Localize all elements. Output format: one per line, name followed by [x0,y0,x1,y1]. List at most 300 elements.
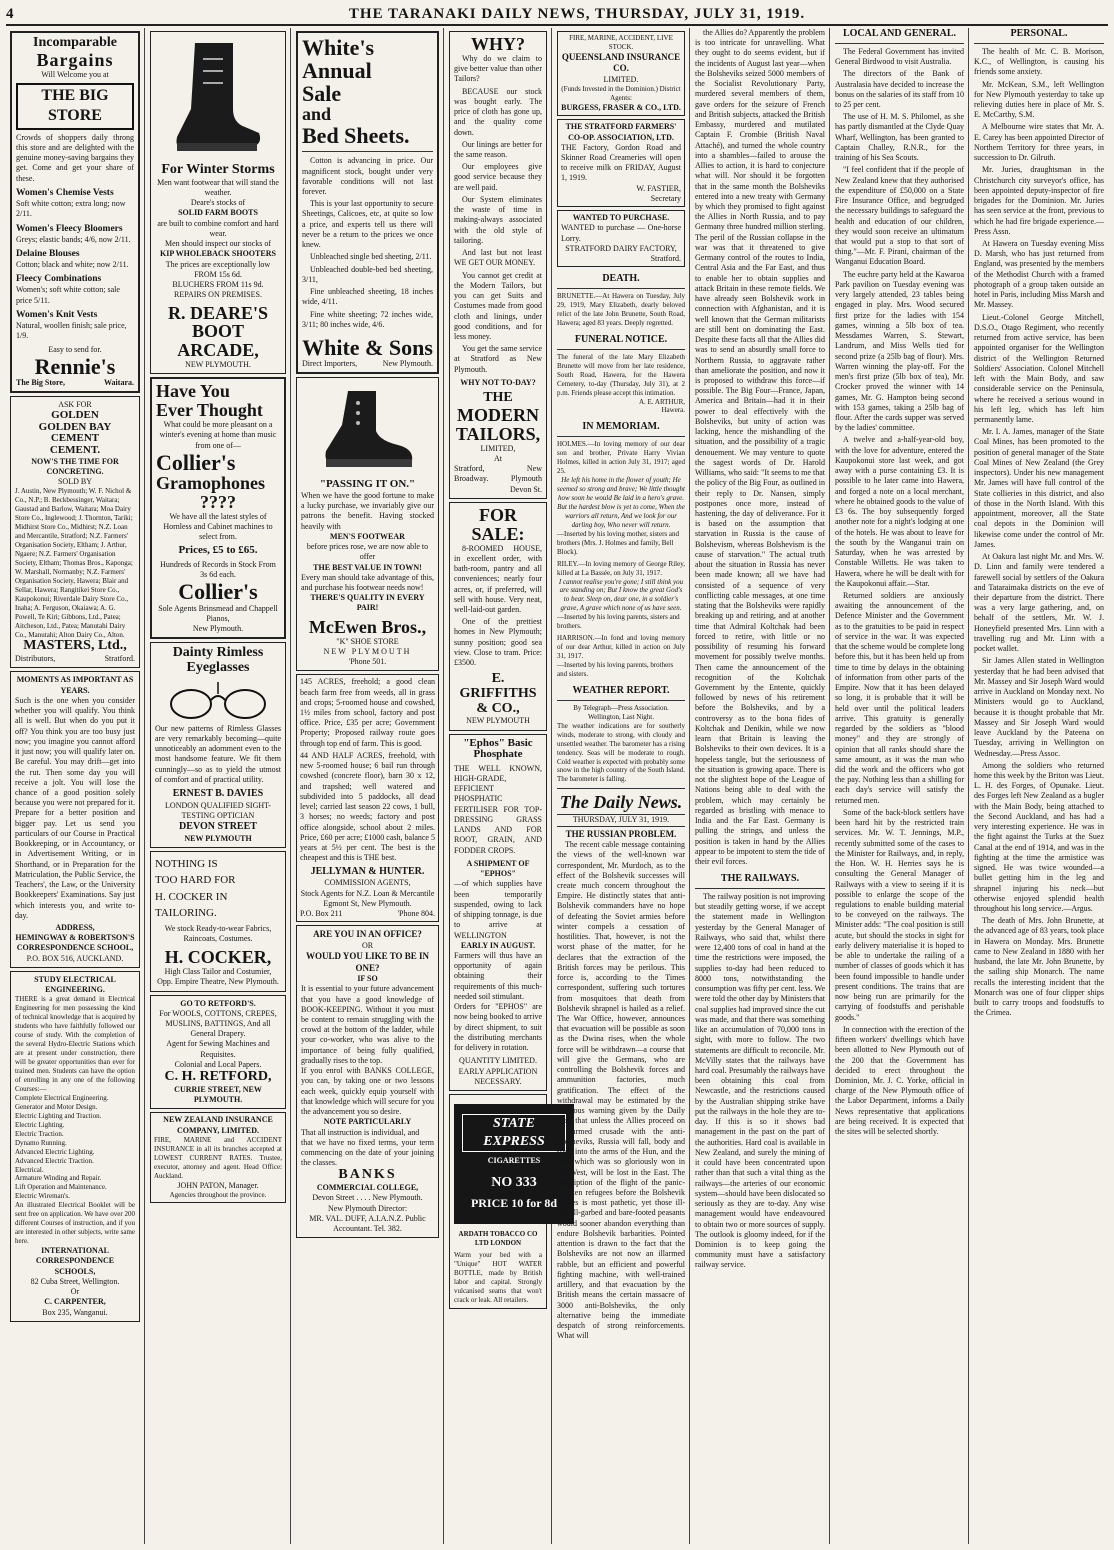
advert-headline: Bargains [36,49,114,70]
notice-signature: STRATFORD DAIRY FACTORY, [565,243,677,253]
advert-body: Why do we claim to give better value than other Tailors? [454,53,542,84]
advert-text: Box 235, Wanganui. [42,1307,108,1317]
advert-body: Warm your bed with a "Unique" HOT WATER BOTTLE, made by British labor and capital. Strongly vulcanised seams that won't crack or leak. All retailers. [454,1250,542,1304]
course-item: Electric Wireman's. [15,1192,70,1201]
modern-tailors-brand: THE [483,390,513,406]
column-rule [829,28,830,1544]
notice-signature: Hawera. [661,406,685,415]
modern-tailors-brand: MODERN [457,404,539,425]
news-paragraph: Mr. Juries, draughtsman in the Christchurch city surveyor's office, has been appointed deputy-inspector of fire brigades for the Dominion. Mr. Juries has seen service at the front, previous to which he had fire brigade experience.—Press Assn. [974,165,1104,236]
product-desc: Cotton; black and white; now 2/11. [16,260,129,270]
advert-footer [16,378,134,388]
state-express-advert [449,1094,558,1309]
advert-body: BECAUSE our stock was bought early. The price of cloth has gone up, and the quality come down. [454,86,542,137]
advert-text: BURGESS, FRASER & CO., LTD. [561,103,681,113]
advert-headline: and [302,104,332,125]
advert-text: For WOOLS, COTTONS, CREPES, MUSLINS, BATTINGS, And all General Drapery. [159,1008,277,1039]
advert-text: INTERNATIONAL CORRESPONDENCE SCHOOLS, [35,1246,115,1276]
course-item: Electric Lighting and Traction. [15,1111,102,1120]
advert-price: PRICE 10 for 8d [470,1196,558,1210]
product-name: Fleecy Combinations [16,274,102,285]
footer-left: The Big Store, [16,377,65,387]
advert-body: You get the same service at Stratford as New Plymouth. [454,344,542,374]
advert-text: NO 333 [491,1175,537,1191]
deare-advert [150,31,286,374]
advert-body: FIRE, MARINE and ACCIDENT INSURANCE in all its branches accepted at LOWEST CURRENT RATES. Trustee, executor, attorney and agent. Head Office: Auckland. [154,1135,282,1180]
queensland-insurance-advert [557,31,685,116]
advert-text: JOHN PATON, Manager. [177,1180,259,1190]
course-list [15,1094,135,1201]
advert-headline: ???? [200,491,236,512]
eyeglasses-icon [163,680,273,720]
personal-heading: PERSONAL. [974,28,1104,44]
advert-text: 'Phone 501. [348,657,387,667]
column-rule [144,28,145,1544]
advert-text: New Plymouth Director: [327,1203,408,1213]
advert-text: (Funds Invested in the Dominion.) District Agents: [561,85,681,103]
advert-body: THE WELL KNOWN, HIGH-GRADE, EFFICIENT PHOSPHATIC FERTILISER FOR TOP-DRESSING GRASS LANDS AND FOR ROOT, GRAIN, AND FODDER CROPS. [454,763,542,855]
advert-headline: "PASSING IT ON." [319,478,416,491]
advert-text: FIRE, MARINE, ACCIDENT, LIVE STOCK. [569,34,673,51]
advert-headline: TAILORING. [155,906,217,919]
ephos-advert [449,734,547,1091]
editorial-body: The recent cable message containing the views of the well-known war correspondent, Mr. Murdoch, as to the effect of the Bolshevik successes will create much concern throughout the Empire. He distinctly states that anti-Bolshevik commanders have no hope of defeating the Soviet armies before winter compels a cessation of hostilities. That, however, is not the worst phase of the matter, for he declares that the extraction of the British forces may be perilous. This force is, according to the Times correspondent, suffering such tortures from mosquitoes that death from Bolshevik shrapnel is hailed as a relief. The War Office, however, announces that evacuation will be possible as soon as the Dwina rises, when the whole force will be withdrawn—a course that will give the Germans, who are controlling the Bolshevik forces and ammunition factories, much gratification. The effect of the withdrawal may be estimated by the ominous warning given by the Daily Mail that unless the Allies proceed on an armed crusade with the anti-Bolsheviks, Russia will fall, body and soul, into the arms of the Hun, and the war, which was so gloriously won in the West, will be lost in the East. The description of the flight of the panic-stricken refugees before the Bolshevik armies is most pathetic, yet those ill-fed, ill-garbed and bare-footed peasants would sooner abandon everything than endure Bolshevik barbarities. Pointed attention is drawn to the fact that the Bolsheviks are not now an illarmed rabble, but an efficient and powerful fighting machine, with well-trained artillery, and that evacuation by the British means the certain massacre of 3000 anti-Bolsheviks, the only alternative being the immediate despatch of strong reinforcements. What will [557,840,685,1341]
advert-text: NEW PLYMOUTH [466,716,530,726]
deare-brand: BOOT [191,321,244,342]
advert-headline: TOO HARD FOR [155,874,236,887]
advert-text: CIGARETTES [487,1155,541,1165]
advert-headline: ARE YOU IN AN OFFICE? [313,929,422,940]
wanted-notice [557,210,685,267]
advert-text: P.O. BOX 516, AUCKLAND. [26,953,124,963]
news-paragraph: Returned soldiers are anxiously awaiting the announcement of the Defence Minister and the Government as to the gratuities to be paid in respect of service in the war. It was expected that the scheme would be complete long before this, but it has been held up from time to time by delays in the obtaining of information from other parts of the Empire. Now that it has been delayed so long, it is probable that it will be held over until the political leaders arrive. This gratuity is generally regarded by the soldiers as "blood money" and they are strongly of opinion that all ranks should share the same amount, as it was the man who did the work and the officers who got the pay. Nothing less than a shilling for each day's service will satisfy the returned men. [835,590,964,805]
advert-headline: Incomparable [33,35,117,50]
memoriam-entry: HOLMES.—In loving memory of our dear son and brother, Private Harry Vivian Holmes, killed in action July 31, 1917; aged 25. [557,440,685,476]
jellyman-brand: JELLYMAN & HUNTER. [310,865,425,877]
advert-text: ASK FOR [58,400,92,410]
advert-text: Men want footwear that will stand the weather. [157,177,279,197]
advert-text: Crowds of shoppers daily throng this store and are delighted with the genuine money-saving bargains they get. Come and get your share of these. [16,132,134,183]
column-1 [6,28,144,1544]
news-paragraph: Mr. McKean, S.M., left Wellington for New Plymouth yesterday to take up relieving duties here in place of Mr. S. E. McCarthy, S.M. [974,79,1104,120]
advert-text: SOLD BY [57,477,92,487]
news-paragraph: Lieut.-Colonel George Mitchell, D.S.O., Otago Regiment, who recently returned from active service, has been appointed organiser for the Wellington district of the Wellington Returned Soldiers' Association. Colonel Mitchell left with the Main Body, and saw considerable service on the Peninsula, where he received a serious wound in his left leg, which has left him permanently lame. [974,312,1104,424]
modern-tailors-advert [449,31,547,499]
advert-headline: Bed Sheets. [302,123,410,149]
white-sons-brand: White & Sons [302,335,433,361]
product-name: Women's Chemise Vests [16,187,114,198]
news-paragraph: The euchre party held at the Kawaroa Park pavilion on Tuesday evening was very largely attended, 23 tables being engaged in play. Mrs. Wood secured first prize for the ladies with 154 games, winning a 5lb box of tea. Messdames Warren, S. Stewart, Landrum, and Miss Wells tied for second prize (a 25lb bag of flour). Mrs. Warren winning the play-off. For the men's first prize (5lb box of tea), Mr. Crocker proved the winner with 14 games, Mr. G. Hampton being second with 153 games, taking a 25lb bag of flour. After the cards supper was served by the ladies' committee. [835,269,964,433]
retford-advert [150,995,286,1110]
advert-text: EARLY IN AUGUST. [460,940,536,950]
advert-text: Opp. Empire Theatre, New Plymouth. [157,977,279,987]
news-paragraph: Sir James Allen stated in Wellington yesterday that he had been advised that Mr. Massey and Sir Joseph Ward would arrive in Auckland on Monday next. No Ministers would go to Auckland, because it is thought probable that Mr. Massey and Sir Joseph Ward would leave Auckland by the Pateena on Tuesday, arriving in Wellington on Wednesday.—Press Assoc. [974,656,1104,758]
masters-brand: MASTERS, Ltd., [23,638,127,654]
cement-advert [10,396,140,668]
advert-text: Colonial and Local Papers. [174,1059,262,1069]
memoriam-entry: —Inserted by his loving parents, sisters and brothers. [557,613,680,631]
advert-text: Devon Street . . . . New Plymouth. [312,1193,423,1203]
memoriam-heading: IN MEMORIAM. [557,421,685,437]
advert-text: SOLID FARM BOOTS [178,208,258,218]
advert-text: Men should inspect our stocks of [165,239,271,249]
farmers-coop-notice [557,119,685,207]
advert-text: Agent for Sewing Machines and Requisites. [166,1039,270,1059]
product-item [16,223,134,245]
notice-head: THE STRATFORD FARMERS' CO-OP. ASSOCIATION, LTD. [565,122,677,142]
advert-headline: Eyeglasses [186,659,250,675]
product-item [16,187,134,220]
advert-headline: WOULD YOU LIKE TO BE IN ONE? [305,951,430,973]
advert-text: MR. VAL. DUFF, A.I.A.N.Z. Public Accountant. Tel. 382. [309,1213,426,1234]
advert-body: One of the prettiest homes in New Plymouth; sunny position; good sea view. Close to tram. Price: £3500. [454,617,542,668]
footer-right: Waitara. [104,377,134,387]
advert-headline: CEMENT. [49,444,101,457]
notice-head: WANTED TO PURCHASE. [572,213,670,223]
advert-headline: STUDY ELECTRICAL ENGINEERING. [34,974,116,995]
retford-brand: C. H. RETFORD, [164,1069,272,1085]
product-desc: Soft white cotton; extra long; now 2/11. [16,199,126,219]
eyeglasses-advert [150,642,286,848]
news-paragraph: The use of H. M. S. Philomel, as she has partly dismantled at the Clyde Quay Wharf, Wellington, has been granted to Captain Challey, R.N.R., for the training of his Sea Scouts. [835,112,964,163]
advert-body: You cannot get credit at the Modern Tailors, but you can get Suits and Costumes made from good cloth and linings, under good conditions, and for less money. [454,270,542,341]
column-3 [292,28,443,1544]
death-notice: BRUNETTE.—At Hawera on Tuesday, July 29, 1919, Mary Elizabeth, dearly beloved relict of the late John Brunette, South Road, Hawera; aged 83 years. Deeply regretted. [557,292,685,328]
news-paragraph: A Melbourne wire states that Mr. A. E. Carey has been appointed Director of Northern Territory for three years, in succession to Dr. Gilruth. [974,122,1104,163]
advert-headline: FOR SALE: [471,504,525,544]
deare-brand: R. DEARE'S [167,302,269,323]
advert-body: Such is the one when you consider whether you will qualify. You think all is well. But when do you put it off? You think you are too busy just now; you imagine you cannot afford it just now; you will qualify later on. Be careful. You may drift—get into the rut. Then some day you will receive a jolt. You will lose the chance of a good position solely because you were not prepared for it. Prepare for a better position and bigger pay. Let us send you particulars of our Course in Practical Bookkeeping, or in Accountancy, or in Advertisement Writing, or in Shorthand, or in Preparation for the Matriculation, the Public Service, the Teachers', the Law, or the University Bookkeepers' Examinations. Say just which interests you, and write to-day. [15,695,135,920]
colliers-advert [150,377,286,639]
news-paragraph: In connection with the erection of the fifteen workers' dwellings which have been allotted to New Plymouth out of the 200 that the Government has decided to erect throughout the Dominion, Mr. J. C. Yorke, official in charge of the New Plymouth office of the Labor Department, informs a Daily News representative that applications are being received. It is expected that the sites will be selected shortly. [835,1024,964,1137]
notice-signature: A. E. ARTHUR, [638,397,685,406]
advert-footer [454,464,542,495]
advert-footer [300,909,435,919]
course-item: Armature Winding and Repair. [15,1174,102,1183]
advert-text: IF SO [357,974,378,984]
course-item: Generator and Motor Design. [15,1102,98,1111]
notice-signature: W. FASTIER, [636,183,681,193]
advert-body: THERE is a great demand in Electrical Engineering for men possessing the kind of technical knowledge that is acquired by students who have faithfully followed our course of study. With the completion of the several Hydro-Electric Stations which are at present under construction, there will be greater opportunities than ever for trained men. Students can have the option of enrolling in any one of the following Courses:— [15,995,135,1093]
memoriam-entry: —Inserted by his loving mother, sisters and brothers (Mrs. J. Holmes and family, Bell Block). [557,529,680,556]
optician-name: ERNEST B. DAVIES [172,788,264,800]
griffiths-brand: E. GRIFFITHS & CO., [459,671,537,716]
news-paragraph: The directors of the Bank of Australasia have decided to increase the bonus on the salaries of its staff from 10 to 25 per cent. [835,69,964,109]
footer-right: New Plymouth Devon St. [510,464,542,494]
product-desc: Women's; soft white cotton; sale price 5/11. [16,285,120,305]
cocker-advert [150,851,286,991]
news-paragraph: A twelve and a-half-year-old boy, with the love for adventure, entered the Kaupokonui store last week, and got away with a purse containing £3. It is possible to he later came into Hawera, and forged a note on a local merchant, where he obtained goods to the value of £3 6s. The boy subsequently forged another note for a night's lodging at one of the hotels. He was about to leave for the south by the Wanganui train on Saturday, when he was arrested by Constable Willetts. He was taken to Hawera, where he will be dealt with for the Kaupokonui affair.—Star. [835,435,964,588]
column-7 [831,28,968,1544]
advert-body: Unbleached double-bed bed sheeting, 3/11, [302,264,433,284]
cocker-brand: H. COCKER, [164,947,272,968]
advert-body: Our new patterns of Rimless Glasses are very remarkably becoming—quite unnoticeably an adornment even to the most handsome feature. We fit them cunningly—so as to yield the utmost of comfort and of practical utility. [155,723,281,784]
advert-text: ADDRESS, [55,923,95,933]
railways-body: The railway position is not improving but steadily getting worse, if we accept the statement made in Wellington yesterday by the General Manager of Railways, who said that, whilst there were 12,400 tons of coal in hand at the time the restrictions were imposed, the supplies to-day had been reduced to 8000 tons, notwithstanding the consumption was fifty per cent. less. We were told the other day by Ministers that coal supplies had improved since the cut was made, and that there was something like an accumulation of 70,000 tons in sight, with more to follow. The two statements are difficult to reconcile. Mr. McVilly states that the railways have hard coal. Presumably the railways have been obtaining this coal from Newcastle, and the restrictions caused by the Australian shipping strike have put the railways in the hole they are to-day. If this is so it shows bad management in the past on the part of the authorities. Hard coal is available in New Zealand, and surely the mining of it could have been concentrated upon rather than that such a vital thing as the railways—the arteries of our economic system—should have been dislocated so seriously as they are to-day. Any wise management would have endeavoured to obtain two or more sources of supply. The outlook is gloomy indeed, for if the Dominion is to keep going the community must have a satisfactory railway service. [695,892,825,1270]
advert-body: 145 ACRES, freehold; a good clean beach farm free from weeds, all in grass and crops; 5-roomed house and cowshed, 1½ miles from school, factory and post office. Price, £35 per acre; Government Property; Proposed railway route goes through top end of farm. This is good. [300,677,435,748]
news-paragraph: Mr. I. A. James, manager of the State Coal Mines, has been promoted to the position of general manager of the State Coal Mines of New Zealand (the Grey inspectors). Under his new management Mr. James will have full control of the State collieries in this district, and also of those in the North Island. With this appointment, moreover, all the State coal depots in the Dominion will likewise come under the control of Mr. James. [974,427,1104,549]
banks-college-advert [296,925,439,1238]
advert-headline: Sale [302,81,342,107]
column-rule [551,28,552,1544]
advert-text: COMMISSION AGENTS, [324,878,411,888]
advert-headline: NOTHING IS [155,858,218,871]
course-item: Electrical. [15,1165,44,1174]
advert-text: 82 Cuba Street, Wellington. [30,1276,120,1286]
advert-headline: H. COCKER IN [155,890,228,903]
advert-text: NEW PLYMOUTH [323,646,412,656]
memoriam-entry: RILEY.—In loving memory of George Riley, killed at La Bassée, on July 31, 1917. [557,559,685,577]
footer-left: Distributors, [15,654,56,664]
funeral-heading: FUNERAL NOTICE. [557,334,685,350]
whites-sale-advert [296,31,439,374]
advert-headline: "Ephos" Basic [463,736,533,749]
advert-text: LIMITED. [603,74,639,84]
advert-body: Fine white sheeting; 72 inches wide, 3/11; 80 inches wide, 4/6. [302,309,433,329]
advert-body: If you enrol with BANKS COLLEGE, you can, by taking one or two lessons each week, quickly equip yourself with that knowledge which will secure for you the advancement you so desire. [301,1066,434,1117]
moments-advert [10,671,140,968]
advert-headline: Ever Thought [156,400,263,421]
advert-text: MEN'S FOOTWEAR [330,531,405,541]
advert-body: that we have no fixed terms, your term commencing on the date of your joining the classes. [301,1137,434,1168]
nz-insurance-advert [150,1112,286,1202]
advert-headline: NEW ZEALAND INSURANCE COMPANY, LIMITED. [163,1115,273,1135]
advert-headline: Have You [156,381,230,402]
advert-text: Deare's stocks of [190,198,246,208]
page-number: 4 [6,5,15,22]
product-item [16,273,134,306]
electrical-advert [10,971,140,1322]
advert-headline: MOMENTS AS IMPORTANT AS YEARS. [16,675,134,695]
advert-text: Sole Agents Brinsmead and Chappell Pianos, [158,603,278,623]
advert-body: When we have the good fortune to make a lucky purchase, we invariably give our patrons the benefit. Having stocked heavily with [301,490,434,531]
land-advert [296,674,439,922]
advert-text: Hundreds of Records in Stock From 3s 6d each. [160,560,276,580]
advert-body: Our linings are better for the same reason. [454,139,542,159]
course-item: Electric Traction. [15,1129,64,1138]
advert-text: We have all the latest styles of Hornless and Cabinet machines to select from. [163,511,273,542]
editorial-date: THURSDAY, JULY 31, 1919. [557,814,685,826]
advert-body: Every man should take advantage of this, and purchase his footwear needs now! [301,572,434,592]
advert-body: And last but not least WE GET OUR MONEY. [454,248,542,268]
column-rule [443,28,444,1544]
column-2 [146,28,290,1544]
news-paragraph: The death of Mrs. John Brunette, at the advanced age of 83 years, took place in Hawera on Monday. Mrs. Brunette came to New Zealand in 1880 with her husband, the late Mr. John Brunette, by the sailing ship Monarch. The name recalls the interesting incident that the Monarch was one of four clipper ships built to carry troops and foodstuffs to the Crimea. [974,916,1104,1018]
weather-heading: WEATHER REPORT. [557,685,685,701]
memoriam-entry: HARRISON.—In fond and loving memory of our dear Arthur, killed in action on July 31, 1917. [557,634,685,661]
advert-body: Unbleached single bed sheeting, 2/11. [310,252,432,262]
local-general-heading: LOCAL AND GENERAL. [835,28,964,44]
advert-body: That all instruction is individual, and [301,1127,420,1137]
masthead [6,4,1108,26]
advert-text: NOTE PARTICULARLY [323,1117,412,1127]
memoriam-verse: I cannot realise you're gone; I still think you are standing on; But I know the great God's to bear. Sleep on, dear one, in a soldier's grave, A grave which none of us have seen. [558,577,684,613]
banks-brand: BANKS [338,1167,397,1183]
footer-right: 'Phone 804. [397,909,435,919]
colliers-brand: Collier's [156,449,236,475]
news-paragraph: At Oakura last night Mr. and Mrs. W. D. Linn and family were tendered a farewell social by settlers of the Oakura and Tataraimaka districts on the eve of their departure from the district. There was a very large gathering, and, on behalf of the settlers, Mr. W. J. Honeyfield presented Mrs. Linn with a travelling rug and Mr. Linn with a pocket wallet. [974,552,1104,654]
advert-text: The prices are exceptionally low [165,259,271,269]
advert-body: An illustrated Electrical Booklet will be sent free on application. We have over 200 different Courses of instruction, and if you are interested in other subjects, write same here. [15,1201,135,1246]
death-heading: DEATH. [557,273,685,289]
news-paragraph: At Hawera on Tuesday evening Miss D. Marsh, who has just returned from England, was presented by the members of the Methodist Church with a framed photograph of a group taken outside an hotel in Paris, including Miss Marsh and Mr. Massey. [974,239,1104,310]
footer-left: Direct Importers, [302,359,358,369]
column-rule [290,28,291,1544]
column-rule [689,28,690,1544]
sellers-list: J. Austin, New Plymouth; W. F. Nichol & Co., N.P.; B. Beckbessinger, Waitara; Gaustad and Barlow, Waitara; Moa Dairy Store Co., Inglewood; J. Thornton, Tariki; Midhirst Store Co., Midhirst; N.Z. Loan and Mercantile, Stratford; N.Z. Farmers' Organisation Society, Eltham; J. Arthur, Ngaere; N.Z. Farmers' Organisation Society, Eltham; Thomas Bros., Kaponga; W. Marshall, Normanby; N.Z. Farmers' Organisation Society, Hawera; Blair and Sellar, Hawera; Rangitikei Store Co., Kaupokonui; Riverdale Dairy Store Co., Inaha; A. Ferguson, Okaiawa; A. G. Powell, Te Kiri; Gibbons, Ltd., Patea; Aitcheson, Ltd., Patea; Manutahi Dairy Co., Manutahi; Alton Dairy Co., Alton. [15,487,133,639]
big-store-logo: THE BIG STORE [16,83,134,130]
course-item: Advanced Electric Traction. [15,1156,94,1165]
newspaper-title: THE TARANAKI DAILY NEWS, THURSDAY, JULY 31, 1919. [348,5,806,22]
funeral-notice: The funeral of the late Mary Elizabeth Brunette will move from her late residence, South Road, Hawera, for the Hawera Cemetery, to-day (Thursday, July 31), at 2 p.m. Friends please accept this intimation. [557,352,685,397]
advert-headline: GOLDEN [51,409,99,422]
product-item [16,248,134,270]
advert-text: LIMITED, [480,443,516,453]
school-name: HEMINGWAY & ROBERTSON'S CORRESPONDENCE SCHOOL, [15,933,135,953]
advert-headline: White's [302,35,375,60]
footer-right: New Plymouth. [382,359,433,369]
railways-heading: THE RAILWAYS. [695,873,825,889]
advert-body: This is your last opportunity to secure Sheetings, Calicoes, etc, at quite so low a price, and experts tell us there will never be a return to the prices we once knew. [302,199,433,250]
advert-text: DEVON STREET [179,821,257,833]
advert-text: THE BEST VALUE IN TOWN! [313,562,422,572]
advert-headline: For Winter Storms [161,162,275,177]
product-desc: Greys; elastic bands; 4/6, now 2/11. [16,234,131,244]
course-item: Electric Lighting. [15,1120,65,1129]
advert-text: before prices rose, we are now able to offer [306,542,429,562]
advert-footer [15,654,135,664]
modern-tailors-brand: TAILORS, [455,423,541,444]
product-name: Women's Knit Vests [16,309,98,320]
weather-byline: By Telegraph—Press Association. Wellington, Last Night. [573,703,669,721]
advert-text: QUANTITY LIMITED. EARLY APPLICATION NECESSARY. [458,1056,538,1086]
advert-text: COMMERCIAL COLLEGE, [316,1183,419,1193]
advert-body: Fine unbleached sheeting, 18 inches wide, 4/11. [302,287,433,307]
advert-headline: Dainty Rimless [172,645,264,661]
advert-text: New Plymouth. [192,624,244,634]
advert-headline: Annual [302,58,372,84]
column-6 [691,28,829,1544]
advert-headline: QUEENSLAND INSURANCE CO. [561,51,681,74]
state-express-brand: STATE EXPRESS [462,1114,566,1152]
for-sale-advert [449,502,547,731]
shoe-icon [318,385,418,475]
course-item: Advanced Electric Lighting. [15,1147,95,1156]
footer-left: P.O. Box 211 [300,909,343,919]
advert-body: 44 AND HALF ACRES, freehold, with new 5-roomed house; 6 bail run through cowshed (concrete floor), barn 30 x 12, and trapshed; well watered and subdivided into 5 paddocks, all dead level; carried last season 22 cows, 1 bull, 3 horses; no weeds; factory and post office alongside, school about 2 miles. Price, £60 per acre; £1000 cash, balance 5 years at 5½ per cent. The best is the cheapest and this is THE best. [300,750,435,863]
advert-text: OR [361,940,374,950]
boot-icon [173,39,263,159]
product-item [16,309,134,342]
editorial-heading: THE RUSSIAN PROBLEM. [565,828,677,839]
advert-headline: GOLDEN BAY CEMENT [38,420,112,445]
advert-text: FROM 15s 6d. [194,269,242,279]
memoriam-verse: He left his home in the flower of youth; He seemed so strong and brave; We little thought how soon he would Be laid in a hero's grave. But the hardest blow is yet to come, When the warriors all return, And we look for our darling boy, Who never will return. [557,476,685,529]
advert-body: Farmers will thus have an opportunity of again obtaining their requirements of this much-needed soil stimulant. [454,951,542,1001]
advert-footer [302,359,433,369]
notice-signature: Stratford. [650,254,681,264]
advert-text: We stock Ready-to-wear Fabrics, Raincoats, Costumes. [164,923,272,943]
advert-body: —of which supplies have been temporarily suspended, owing to lack of shipping tonnage, is due to arrive at WELLINGTON [454,879,542,940]
rennies-brand: Rennie's [34,353,116,379]
advert-headline: Phosphate [473,748,523,761]
advert-body: 8-ROOMED HOUSE, in excellent order, with bath-room, pantry and all conveniences; nearly four acres, or, if preferred, will sell with house. Very neat, well-laid-out garden. [454,543,542,614]
advert-headline: Gramophones [156,472,266,493]
advert-text: LONDON QUALIFIED SIGHT-TESTING OPTICIAN [165,800,271,821]
editorial-body-continued: the Allies do? Apparently the problem is too intricate for unravelling. What they ought to do seems evident, but if the incidents of August last year—when the Bolsheviks seized 5000 members of the Socialist Revolutionary Party, murdered several members of them, gave orders for the seizure of French and British subjects, attacked the British Embassy, murdered and mutilated Captain F. Crombie (British Naval Attaché), and turned the whole country into a shambles—failed to arouse the Allies to action, it is hard to conjecture what will. Nor should it be forgotten that in the same month the Bolsheviks entered into a new treaty with Germany by which they promised to fight against the Allies in North Russia, and to pay Germany three hundred million sterling. The peril of the Russian collapse in the war was that it threatened to give Germany control of the routes to India, Central Asia and the Far East, and thus to enable her to obtain supplies and attack Britain in these remote fields. We have already seen Bolshevik work in connection with Afghanistan, and it is well known that the German militarists are still bent on dominating the East. Despite these facts all that the Allies did was to send an absurdly small force to Northern Russia, to aggravate rather than ameliorate the position, and now it is proposed to withdraw this force—if possible. The Big Four—France, Japan, America and Britain—had it in their power to deal effectively with the Bolsheviks, but unity of action was lacking, hence the mishandling of the situation, and the possibility of a tragic denouement. We may venture to quote the sagest words of Dr. Harold Williams, who said: "It seems to me that the policy of the Big Four, as outlined in their reply to Dr. Nansen, simply postpones once more, instead of hastening, the day of deliverance. For it is based on the assumption that starvation in Russia is the cause of Bolshevism, whereas Bolshevism is the cause of starvation." The actual truth about the situation in Russia has never been made known; all we have had consisted of a sequence of very conflicting cable messages, at one time stating that the Bolsheviks were rapidly breaking up and retiring, and at another time that Admiral Koltchak had been forced to retire, with little or no possibility of resuming his forward movement for possibly twelve months. Then came the announcement of the recognition of the Koltchak Government by the Entente, quickly followed by news of his retirement before the Bolsheviks, and by a controversy as to the bona fides of Koltchak and Denikin, while we now learn that Britain is leaving the Bolsheviks to their own devices. It is a hopeless tangle, but the seriousness of the situation is growing apace. There is not the slightest hope of the League of Nations being able to deal with the problem, which may certainly be regarded as bristling with menace to India and the Far East. Germany is pulling the strings, and unless the position is taken in hand by the Allies appear to be impotent to stem the tide of their evil forces. [695,28,825,866]
advert-text: WHY NOT TO-DAY? [460,377,536,387]
advert-text: BLUCHERS FROM 11s 9d. [172,280,264,290]
advert-body: It is essential to your future advancement that you have a good knowledge of BOOK-KEEPING. Without it you must be content to remain struggling with the crowd at the bottom of the ladder, while your co-worker, who was alive to the importance of being fully qualified, gradually rises to the top. [301,984,434,1065]
column-4 [445,28,558,1544]
column-rule [968,28,969,1544]
advert-text: NEW PLYMOUTH [184,834,252,844]
advert-text: are built to combine comfort and hard wear. [157,218,279,238]
product-name: Delaine Blouses [16,248,80,259]
advert-text: ARDATH TOBACCO CO LTD LONDON [458,1230,538,1247]
advert-body: Cotton is advancing in price. Our magnificent stock, bought under very favorable conditions will not last forever. [302,156,433,196]
advert-headline: WHY? [471,34,525,54]
advert-text: At [494,453,502,463]
news-paragraph: Among the soldiers who returned home this week by the Briton was Lieut. L. H. des Forges, of Opunake. Lieut. des Forges left New Zealand as a bugler with the Main Body, being attached to the Second Auckland, and has had a very interesting experience. He was in the fight against the Turks at the Suez Canal at the end of 1914, and was in the fighting at the time the armistice was signed. He was twice wounded—a bullet getting him in the leg and shrapnel injuring his neck—but otherwise enjoyed splendid health throughout his long service.—Argus. [974,760,1104,914]
big-store-advert [10,31,140,393]
footer-right: Stratford. [104,654,135,664]
mcewen-advert [296,377,439,671]
course-item: Lift Operation and Maintenance. [15,1183,107,1192]
advert-text: NOW'S THE TIME FOR CONCRETING. [31,456,119,476]
column-8 [970,28,1108,1544]
course-item: Complete Electrical Engineering. [15,1093,109,1102]
daily-news-title: The Daily News. [559,792,683,813]
news-paragraph: "I feel confident that if the people of New Zealand knew that they authorised the expenditure of £50,000 on a State Fire Insurance Office, and begrudged the necessary buildings to safeguard the health and education of our children, they would soon receive an ultimatum that would put a stop to that sort of thing."—Mr. F. Pirani, chairman of the Wanganui Education Board. [835,165,964,267]
advert-text: Or [70,1287,80,1297]
deare-brand: ARCADE, [177,340,259,361]
advert-text: Will Welcome you at [41,69,109,79]
advert-text: Agencies throughout the province. [169,1190,267,1199]
advert-text: A SHIPMENT OF "EPHOS" [466,858,530,879]
product-desc: Natural, woollen finish; sale price, 1/9. [16,321,127,341]
advert-body: Orders for "EPHOS" are now being booked to arrive by direct shipment, to suit the distributing merchants for delivery in rotation. [454,1002,542,1053]
product-name: Women's Fleecy Bloomers [16,223,123,234]
notice-body: WANTED to purchase — One-horse Lorry. [561,223,681,243]
advert-headline: GO TO RETFORD'S. [180,998,256,1008]
advert-text: What could be more pleasant on a winter's evening at home than music from one of— [159,420,277,450]
advert-text: NEW PLYMOUTH. [185,360,251,370]
news-paragraph: The Federal Government has invited General Birdwood to visit Australia. [835,46,964,67]
advert-text: High Class Tailor and Costumier, [164,967,272,977]
advert-text: Easy to send for. [48,344,102,354]
advert-price: Prices, £5 to £65. [178,544,258,557]
weather-body: The weather indications are for southerly winds, moderate to strong, with cloudy and unsettled weather. The barometer has a rising tendency. Seas will be moderate to rough. Cold weather is expected with probably some snow in the high country of the South Island. The barometer is falling. [557,721,685,784]
advert-body: Our System eliminates the waste of time in making-always associated with the old style of tailoring. [454,194,542,245]
colliers-brand: Collier's [178,579,258,605]
news-paragraph: The health of Mr. C. B. Morison, K.C., of Wellington, is causing his friends some anxiety. [974,46,1104,77]
advert-text: REPAIRS ON PREMISES. [174,290,262,300]
advert-text: THERE'S QUALITY IN EVERY PAIR! [310,593,425,613]
advert-text: "K" SHOE STORE [336,636,399,646]
news-paragraph: Some of the back-block settlers have been hard hit by the restricted train services. Mr. W. T. Jennings, M.P., recently submitted some of the cases to the Minister for Railways, and, in reply, the Hon. W. H. Herries says he is consulting the General Manager of Railways with a view to seeing if it is possible to enlarge the scope of the regulations to enable building material to be conveyed on the railways. The Minister adds: "The coal position is still acute, but should the stocks in sight for early delivery materialise it is hoped to be able to undertake the railing of a number of classes of goods which it has been found impossible to handle under present conditions. The trains that are now being run are primarily for the carrying of foodstuffs and perishable goods." [835,807,964,1022]
footer-left: Stratford, Broadway. [454,464,489,484]
advert-text: C. CARPENTER, [44,1297,106,1307]
advert-body: Our employees give good service because they are well paid. [454,162,542,192]
notice-signature: Secretary [650,193,681,203]
advert-text: Stock Agents for N.Z. Loan & Mercantile Egmont St, New Plymouth. [300,888,435,908]
column-5 [553,28,689,1544]
advert-text: KIP WHOLEBACK SHOOTERS [160,249,276,259]
advert-text: CURRIE STREET, NEW PLYMOUTH. [174,1084,262,1105]
mcewen-brand: McEwen Bros., [308,616,427,637]
notice-body: THE Factory, Gordon Road and Skinner Road Creameries will open to receive milk on FRIDAY, August 1, 1919. [561,142,681,183]
